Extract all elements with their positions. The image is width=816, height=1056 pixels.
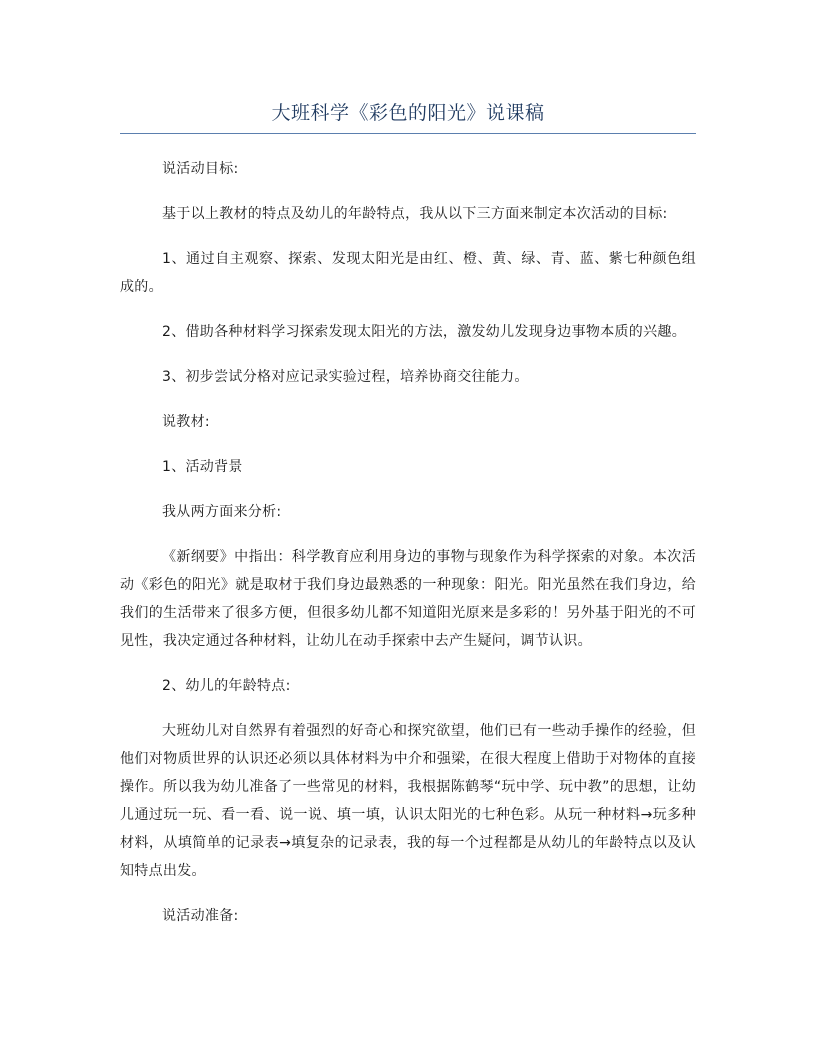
paragraph-analysis-intro: 我从两方面来分析: [162, 504, 282, 520]
heading-materials: 说教材: [162, 414, 210, 430]
paragraph-objectives-intro: 基于以上教材的特点及幼儿的年龄特点，我从以下三方面来制定本次活动的目标: [162, 206, 668, 222]
objective-item-3: 3、初步尝试分格对应记录实验过程，培养协商交往能力。 [162, 369, 529, 385]
paragraph-age-features: 大班幼儿对自然界有着强烈的好奇心和探究欲望，他们已有一些动手操作的经验，但他们对物质世界的认识还必须以具体材料为中介和强梁，在很大程度上借助于对物体的直接操作。所以我为幼儿准备了一些常见的材料，我根据陈鹤琴“玩中学、玩中教”的思想，让幼儿通过玩一玩、看一看、说一说、填一填，认识太阳光的七种色彩。从玩一种材料→玩多种材料，从填简单的记录表→填复杂的记录表，我的每一个过程都是从幼儿的年龄特点以及认知特点出发。 [120, 723, 696, 879]
document-body [120, 155, 696, 947]
subheading-background: 1、活动背景 [162, 459, 243, 475]
paragraph-background: 《新纲要》中指出：科学教育应利用身边的事物与现象作为科学探索的对象。本次活动《彩色的阳光》就是取材于我们身边最熟悉的一种现象：阳光。阳光虽然在我们身边，给我们的生活带来了很多方便，但很多幼儿都不知道阳光原来是多彩的！另外基于阳光的不可见性，我决定通过各种材料，让幼儿在动手探索中去产生疑问，调节认识。 [120, 549, 696, 649]
objective-item-1: 1、通过自主观察、探索、发现太阳光是由红、橙、黄、绿、青、蓝、紫七种颜色组成的。 [120, 251, 696, 295]
objective-item-2: 2、借助各种材料学习探索发现太阳光的方法，激发幼儿发现身边事物本质的兴趣。 [162, 324, 687, 340]
heading-preparation: 说活动准备: [162, 908, 239, 924]
subheading-age-features: 2、幼儿的年龄特点: [162, 678, 291, 694]
heading-objectives: 说活动目标: [162, 161, 239, 177]
document-title: 大班科学《彩色的阳光》说课稿 [271, 102, 545, 124]
title-divider [120, 133, 696, 134]
